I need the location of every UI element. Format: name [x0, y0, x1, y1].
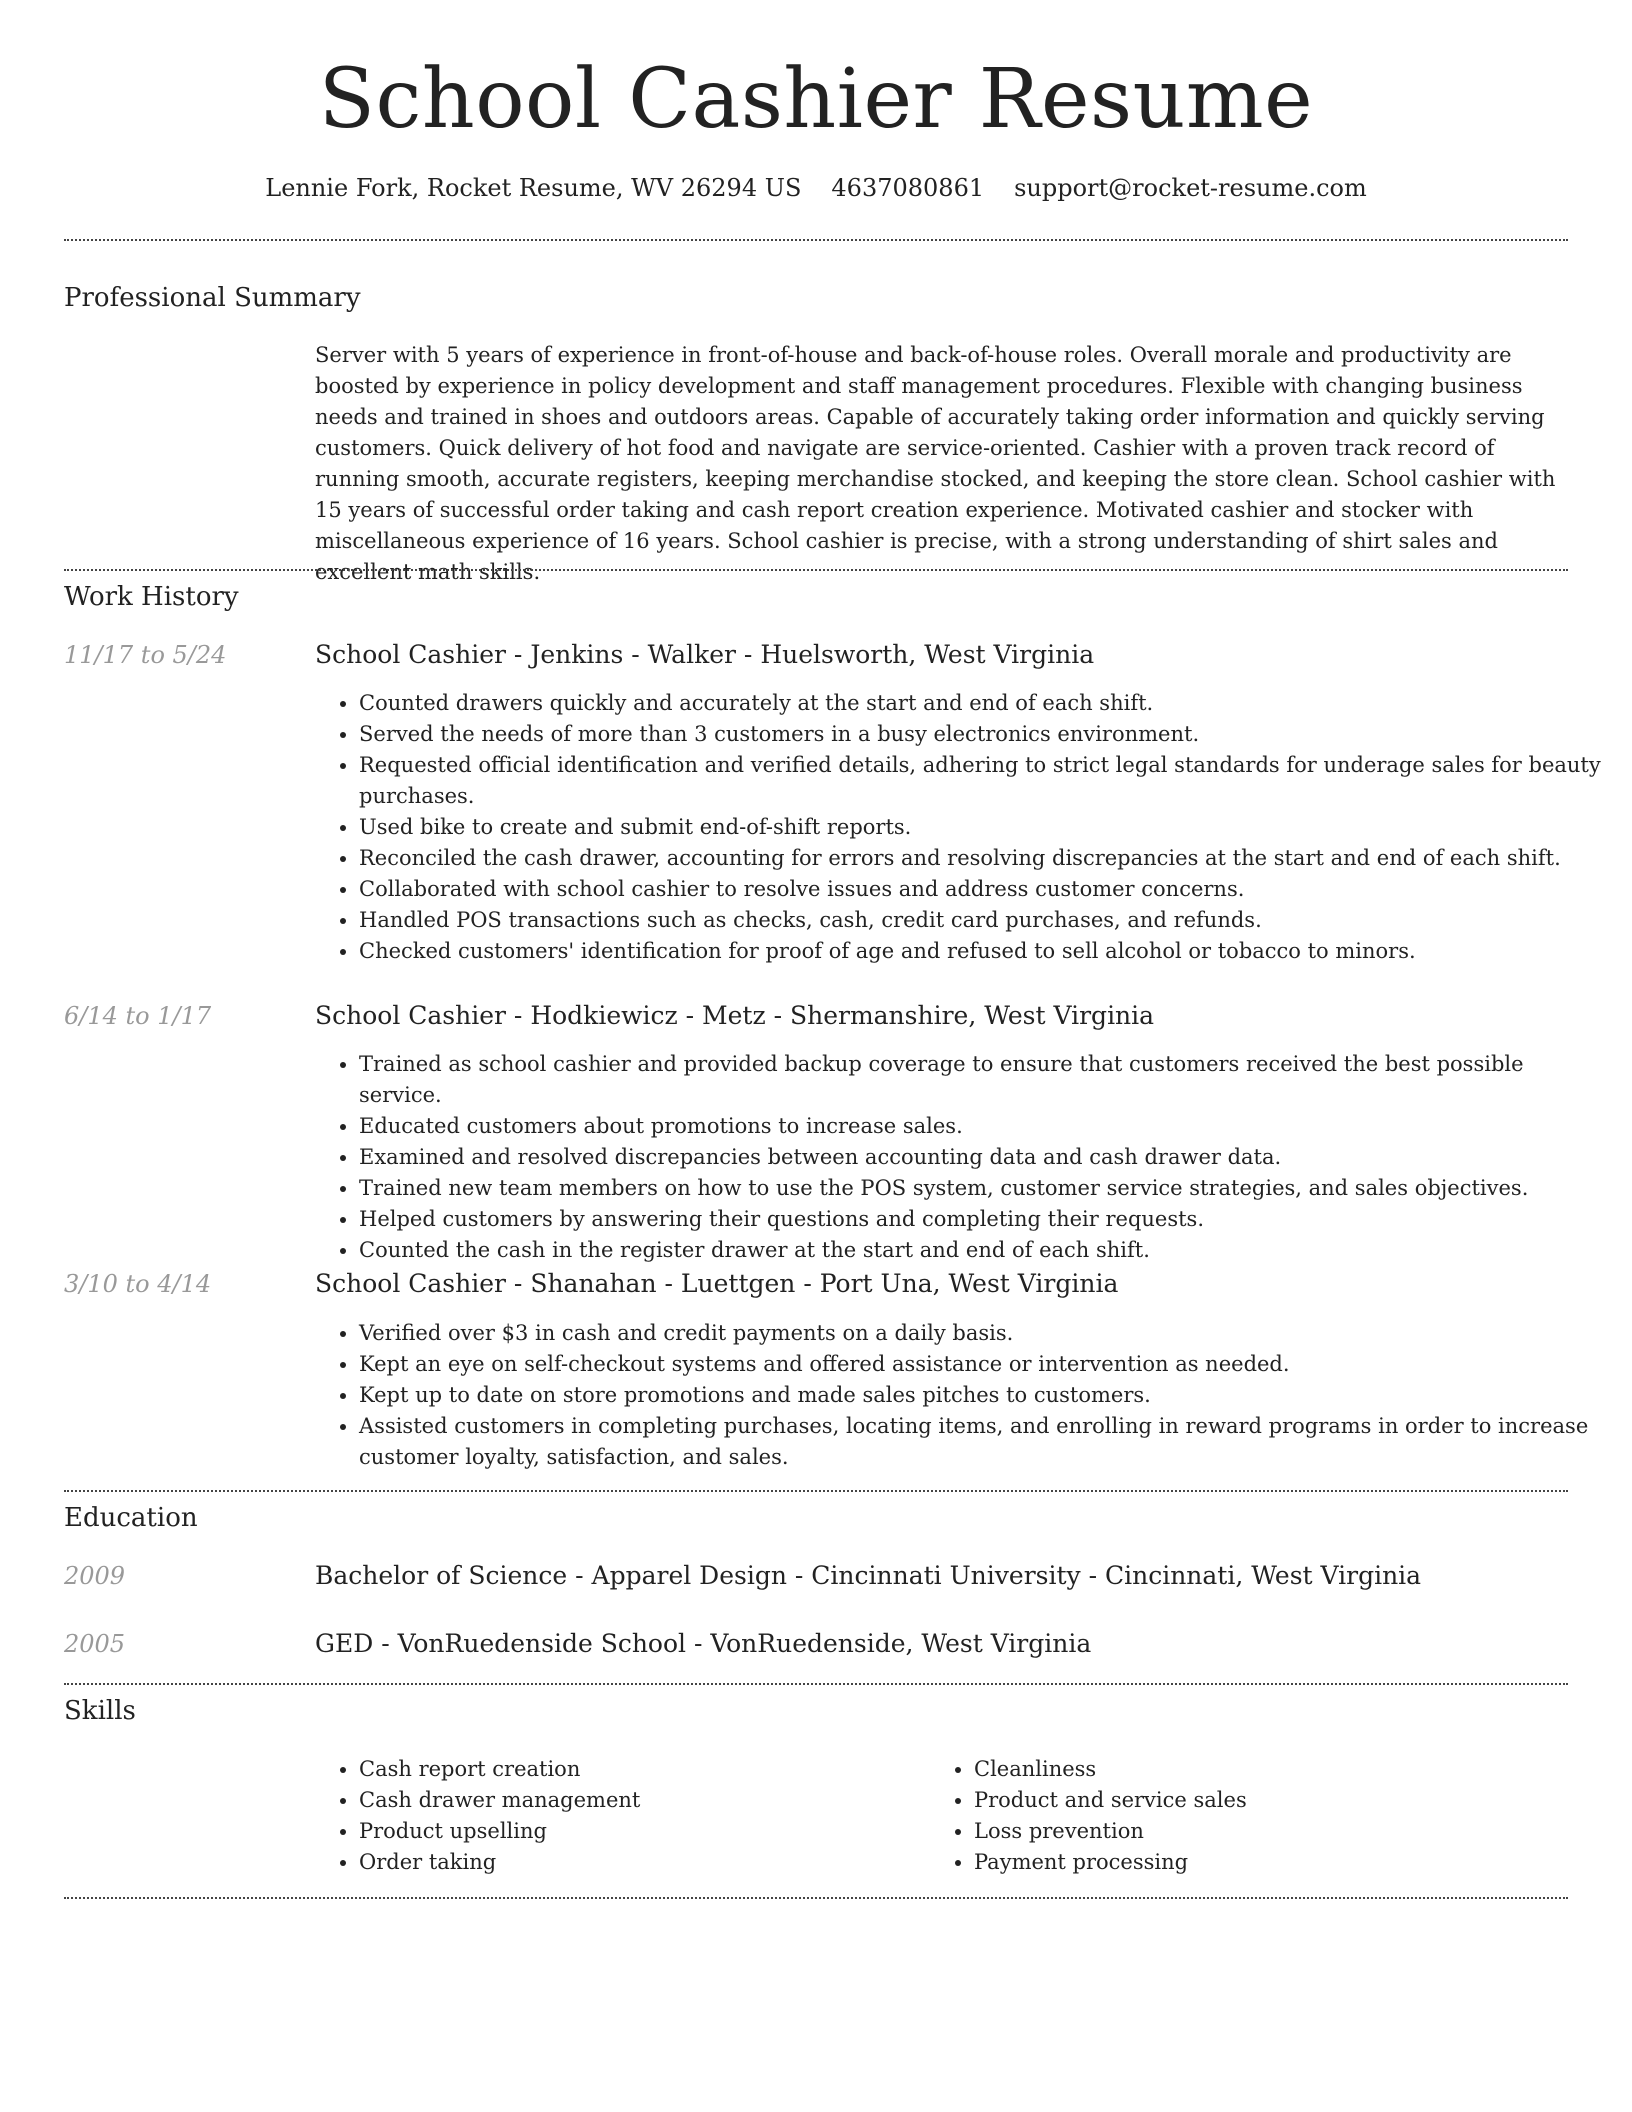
education-heading: Education	[64, 1503, 198, 1533]
job-title: School Cashier - Shanahan - Luettgen - Port Una, West Virginia	[315, 1269, 1119, 1298]
list-item: • Verified over $3 in cash and credit payments on a daily basis.	[359, 1318, 1612, 1349]
list-item: • Loss prevention	[974, 1816, 1594, 1847]
list-item: • Product upselling	[359, 1816, 919, 1847]
job-bullets	[315, 1049, 1612, 1266]
contact-line	[0, 170, 1632, 206]
summary-heading: Professional Summary	[64, 283, 361, 313]
list-item: • Helped customers by answering their questions and completing their requests.	[359, 1204, 1612, 1235]
job-dates: 3/10 to 4/14	[64, 1270, 212, 1298]
list-item: • Served the needs of more than 3 customers in a busy electronics environment.	[359, 719, 1612, 750]
list-item: • Order taking	[359, 1847, 919, 1878]
list-item: • Examined and resolved discrepancies between accounting data and cash drawer data.	[359, 1142, 1612, 1173]
skills-list-left	[315, 1754, 919, 1878]
contact-phone: 4637080861	[831, 174, 985, 202]
job-bullets	[315, 688, 1612, 967]
skills-list-right	[930, 1754, 1594, 1878]
list-item: • Product and service sales	[974, 1785, 1594, 1816]
education-year: 2005	[64, 1630, 126, 1658]
skills-heading: Skills	[64, 1696, 136, 1726]
job-dates: 6/14 to 1/17	[64, 1002, 212, 1030]
list-item: • Cash report creation	[359, 1754, 919, 1785]
list-item: • Payment processing	[974, 1847, 1594, 1878]
list-item: • Trained as school cashier and provided backup coverage to ensure that customers received the best possible service.	[359, 1049, 1612, 1111]
list-item: • Educated customers about promotions to increase sales.	[359, 1111, 1612, 1142]
education-entry: Bachelor of Science - Apparel Design - Cincinnati University - Cincinnati, West Virginia	[315, 1561, 1422, 1590]
list-item: • Counted the cash in the register drawer at the start and end of each shift.	[359, 1235, 1612, 1266]
education-year: 2009	[64, 1562, 126, 1590]
list-item: • Counted drawers quickly and accurately at the start and end of each shift.	[359, 688, 1612, 719]
divider	[64, 569, 1568, 571]
divider	[64, 1897, 1568, 1899]
list-item: • Trained new team members on how to use the POS system, customer service strategies, and sales objectives.	[359, 1173, 1612, 1204]
list-item: • Reconciled the cash drawer, accounting for errors and resolving discrepancies at the start and end of each shift.	[359, 843, 1612, 874]
divider	[64, 239, 1568, 241]
job-title: School Cashier - Hodkiewicz - Metz - Shermanshire, West Virginia	[315, 1001, 1155, 1030]
summary-text: Server with 5 years of experience in front-of-house and back-of-house roles. Overall morale and productivity are boosted by experience in policy development and staff management procedures. Flexible with changing business needs and trained in shoes and outdoors areas. Capable of accurately taking order information and quickly serving customers. Quick delivery of hot food and navigate are service-oriented. Cashier with a proven track record of running smooth, accurate registers, keeping merchandise stocked, and keeping the store clean. School cashier with 15 years of successful order taking and cash report creation experience. Motivated cashier and stocker with miscellaneous experience of 16 years. School cashier is precise, with a strong understanding of shirt sales and excellent math skills.	[315, 343, 1556, 584]
job-dates: 11/17 to 5/24	[64, 641, 227, 669]
list-item: • Cash drawer management	[359, 1785, 919, 1816]
job-bullets	[315, 1318, 1612, 1473]
list-item: • Handled POS transactions such as checks, cash, credit card purchases, and refunds.	[359, 905, 1612, 936]
list-item: • Used bike to create and submit end-of-shift reports.	[359, 812, 1612, 843]
list-item: • Kept an eye on self-checkout systems and offered assistance or intervention as needed.	[359, 1349, 1612, 1380]
work-history-heading: Work History	[64, 582, 239, 612]
list-item: • Cleanliness	[974, 1754, 1594, 1785]
divider	[64, 1490, 1568, 1492]
divider	[64, 1683, 1568, 1685]
list-item: • Requested official identification and verified details, adhering to strict legal standards for underage sales for beauty purchases.	[359, 750, 1612, 812]
contact-email: support@rocket-resume.com	[1014, 174, 1367, 202]
page-title: School Cashier Resume	[318, 52, 1314, 147]
job-title: School Cashier - Jenkins - Walker - Huelsworth, West Virginia	[315, 640, 1095, 669]
list-item: • Collaborated with school cashier to resolve issues and address customer concerns.	[359, 874, 1612, 905]
list-item: • Kept up to date on store promotions and made sales pitches to customers.	[359, 1380, 1612, 1411]
education-entry: GED - VonRuedenside School - VonRuedenside, West Virginia	[315, 1629, 1092, 1658]
contact-address: Lennie Fork, Rocket Resume, WV 26294 US	[265, 174, 802, 202]
list-item: • Checked customers' identification for proof of age and refused to sell alcohol or tobacco to minors.	[359, 936, 1612, 967]
list-item: • Assisted customers in completing purchases, locating items, and enrolling in reward programs in order to increase customer loyalty, satisfaction, and sales.	[359, 1411, 1612, 1473]
